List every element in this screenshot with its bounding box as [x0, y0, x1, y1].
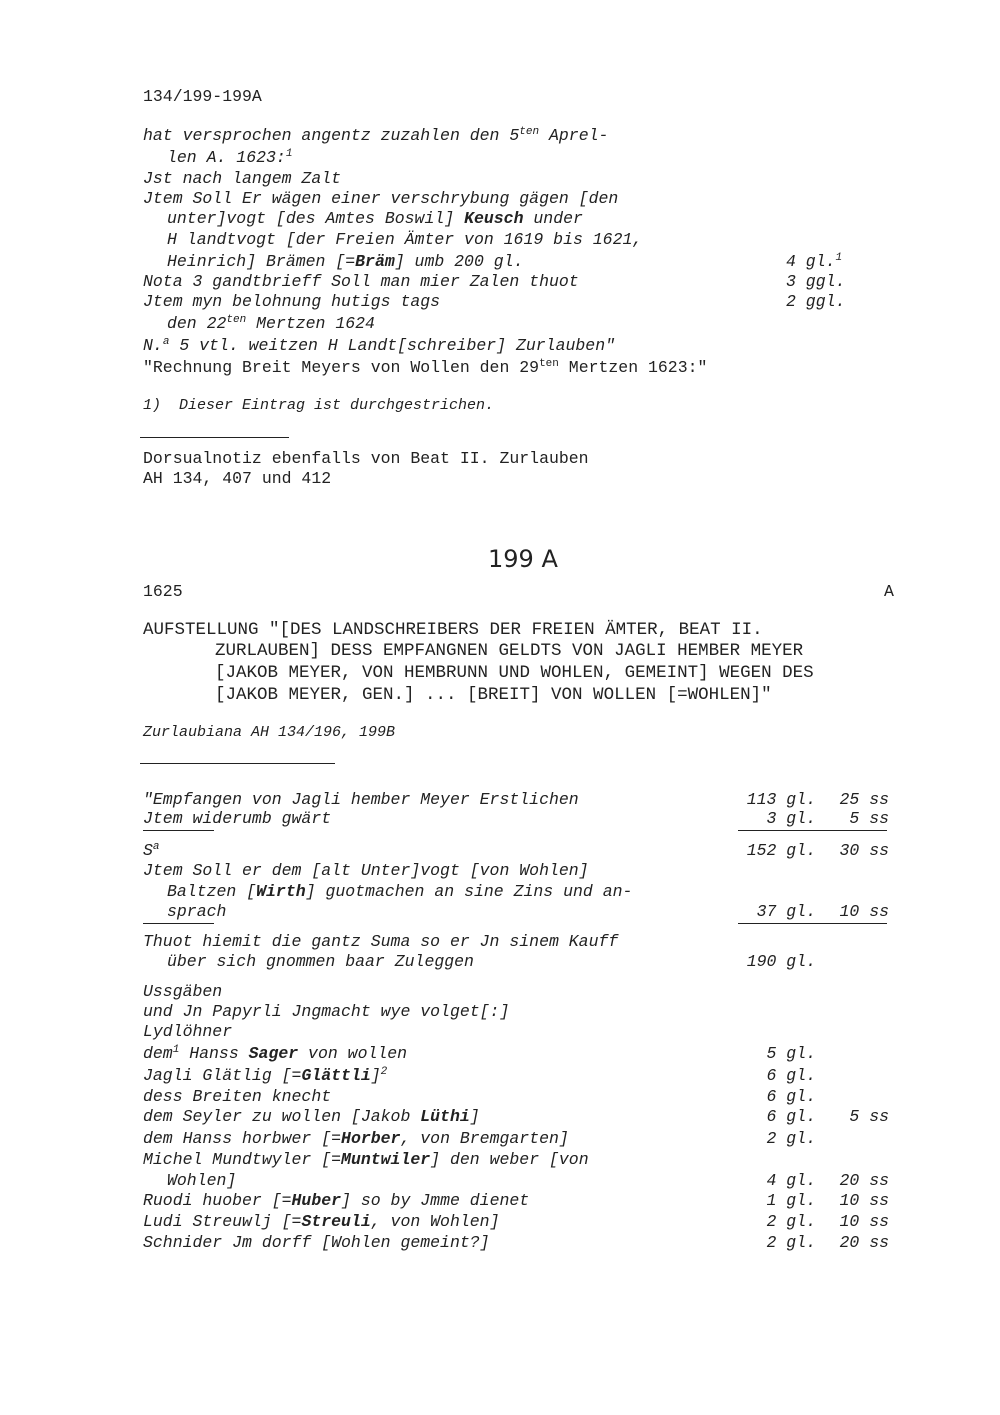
prev-line-11: N.$^a$ 5 vtl. weitzen H Landt[schreiber] Zurlauben"	[143, 336, 615, 355]
total-amount: 190 gl.	[746, 952, 816, 971]
amount-ss: 20 ss	[839, 1171, 889, 1190]
source-reference: Zurlaubiana AH 134/196, 199B	[143, 724, 396, 741]
amount-gl: 1 gl.	[766, 1191, 816, 1210]
sum-underline	[738, 830, 887, 831]
amount-gl: 2 gl.	[766, 1129, 816, 1148]
section-divider-2	[140, 763, 335, 764]
amount-gl: 5 gl.	[766, 1044, 816, 1063]
subtotal-label: $S^a$	[143, 841, 160, 860]
amount-gl: 6 gl.	[766, 1066, 816, 1085]
sum-underline	[738, 923, 887, 924]
total-line-1: Thuot hiemit die gantz Suma so er Jn sinem Kauff	[143, 932, 619, 951]
entry-received: "Empfangen von Jagli hember Meyer Erstlichen	[143, 790, 579, 809]
prev-amount-3: 2 ggl.	[786, 292, 846, 311]
expense-row: dess Breiten knecht	[143, 1087, 332, 1106]
amount-ss: 10 ss	[839, 1191, 889, 1210]
underline	[143, 830, 214, 831]
expense-row: dem$^1$ Hanss Sager von wollen	[143, 1044, 408, 1063]
amount-ss: 20 ss	[839, 1233, 889, 1252]
entry-vogt-2: Baltzen [Wirth] guotmachen an sine Zins und an-	[167, 882, 633, 901]
prev-line-1: hat versprochen angentz zuzahlen den $5^{ten}$ Aprel-	[143, 126, 609, 145]
amount-gl: 113 gl.	[746, 790, 816, 809]
amount-ss: 5 ss	[849, 809, 889, 828]
amount-gl: 2 gl.	[766, 1233, 816, 1252]
prev-line-9: Jtem myn belohnung hutigs tags	[143, 292, 441, 311]
document-letter: A	[884, 582, 894, 601]
expense-row: dem Seyler zu wollen [Jakob Lüthi]	[143, 1107, 480, 1126]
footnote: 1) Dieser Eintrag ist durchgestrichen.	[143, 397, 495, 414]
prev-line-10: den $22^{ten}$ Mertzen 1624	[167, 314, 375, 333]
amount-ss: 25 ss	[839, 790, 889, 809]
page-reference: 134/199-199A	[143, 87, 262, 106]
prev-line-6: H landtvogt [der Freien Ämter von 1619 bis 1621,	[167, 230, 643, 249]
amount-gl: 152 gl.	[746, 841, 816, 860]
amount-gl: 3 gl.	[766, 809, 816, 828]
expense-row: Schnider Jm dorff [Wohlen gemeint?]	[143, 1233, 490, 1252]
heading-line-3: [JAKOB MEYER, VON HEMBRUNN UND WOHLEN, GEMEINT] WEGEN DES	[215, 663, 814, 683]
prev-line-8: Nota 3 gandtbrieff Soll man mier Zalen thuot	[143, 272, 579, 291]
amount-ss: 10 ss	[839, 1212, 889, 1231]
prev-line-2: len A. 1623:$^1$	[167, 148, 293, 167]
prev-line-7: Heinrich] Brämen [=Bräm] umb 200 gl.	[167, 252, 524, 271]
expense-row: Ludi Streuwlj [=Streuli, von Wohlen]	[143, 1212, 500, 1231]
total-line-2: über sich gnommen baar Zuleggen	[167, 952, 474, 971]
document-year: 1625	[143, 582, 183, 601]
amount-gl: 37 gl.	[756, 902, 816, 921]
prev-line-12: "Rechnung Breit Meyers von Wollen den $29^{ten}$ Mertzen 1623:"	[143, 358, 708, 377]
expense-row: Jagli Glätlig [=Glättli]$^2$	[143, 1066, 388, 1085]
expense-row: dem Hanss horbwer [=Horber, von Bremgarten]	[143, 1129, 569, 1148]
prev-line-4: Jtem Soll Er wägen einer verschrybung gägen [den	[143, 189, 619, 208]
dorsal-reference: AH 134, 407 und 412	[143, 469, 332, 488]
underline	[143, 923, 214, 924]
prev-amount-2: 3 ggl.	[786, 272, 846, 291]
expense-row: Ruodi huober [=Huber] so by Jmme dienet	[143, 1191, 530, 1210]
entry-vogt-3: sprach	[167, 902, 227, 921]
prev-amount-1: 4 gl.$^1$	[786, 252, 843, 271]
expenses-subheading: und Jn Papyrli Jngmacht wye volget[:]	[143, 1002, 510, 1021]
heading-line-4: [JAKOB MEYER, GEN.] ... [BREIT] VON WOLLEN [=WOHLEN]"	[215, 685, 772, 705]
section-divider	[140, 437, 289, 438]
document-number: 199 A	[488, 545, 558, 573]
amount-gl: 2 gl.	[766, 1212, 816, 1231]
expense-row-cont: Wohlen]	[167, 1171, 237, 1190]
prev-line-5: unter]vogt [des Amtes Boswil] Keusch under	[167, 209, 583, 228]
entry-again: Jtem widerumb gwärt	[143, 809, 332, 828]
amount-ss: 30 ss	[839, 841, 889, 860]
entry-vogt: Jtem Soll er dem [alt Unter]vogt [von Wohlen]	[143, 861, 589, 880]
wages-heading: Lydlöhner	[143, 1022, 233, 1041]
dorsal-note: Dorsualnotiz ebenfalls von Beat II. Zurlauben	[143, 449, 589, 468]
prev-line-3: Jst nach langem Zalt	[143, 169, 342, 188]
heading-line-2: ZURLAUBEN] DESS EMPFANGNEN GELDTS VON JAGLI HEMBER MEYER	[215, 641, 804, 661]
heading-line-1: AUFSTELLUNG "[DES LANDSCHREIBERS DER FREIEN ÄMTER, BEAT II.	[143, 620, 763, 640]
amount-gl: 4 gl.	[766, 1171, 816, 1190]
amount-ss: 10 ss	[839, 902, 889, 921]
expense-row: Michel Mundtwyler [=Muntwiler] den weber [von	[143, 1150, 589, 1169]
amount-gl: 6 gl.	[766, 1087, 816, 1106]
amount-gl: 6 gl.	[766, 1107, 816, 1126]
amount-ss: 5 ss	[849, 1107, 889, 1126]
expenses-heading: Ussgäben	[143, 982, 223, 1001]
